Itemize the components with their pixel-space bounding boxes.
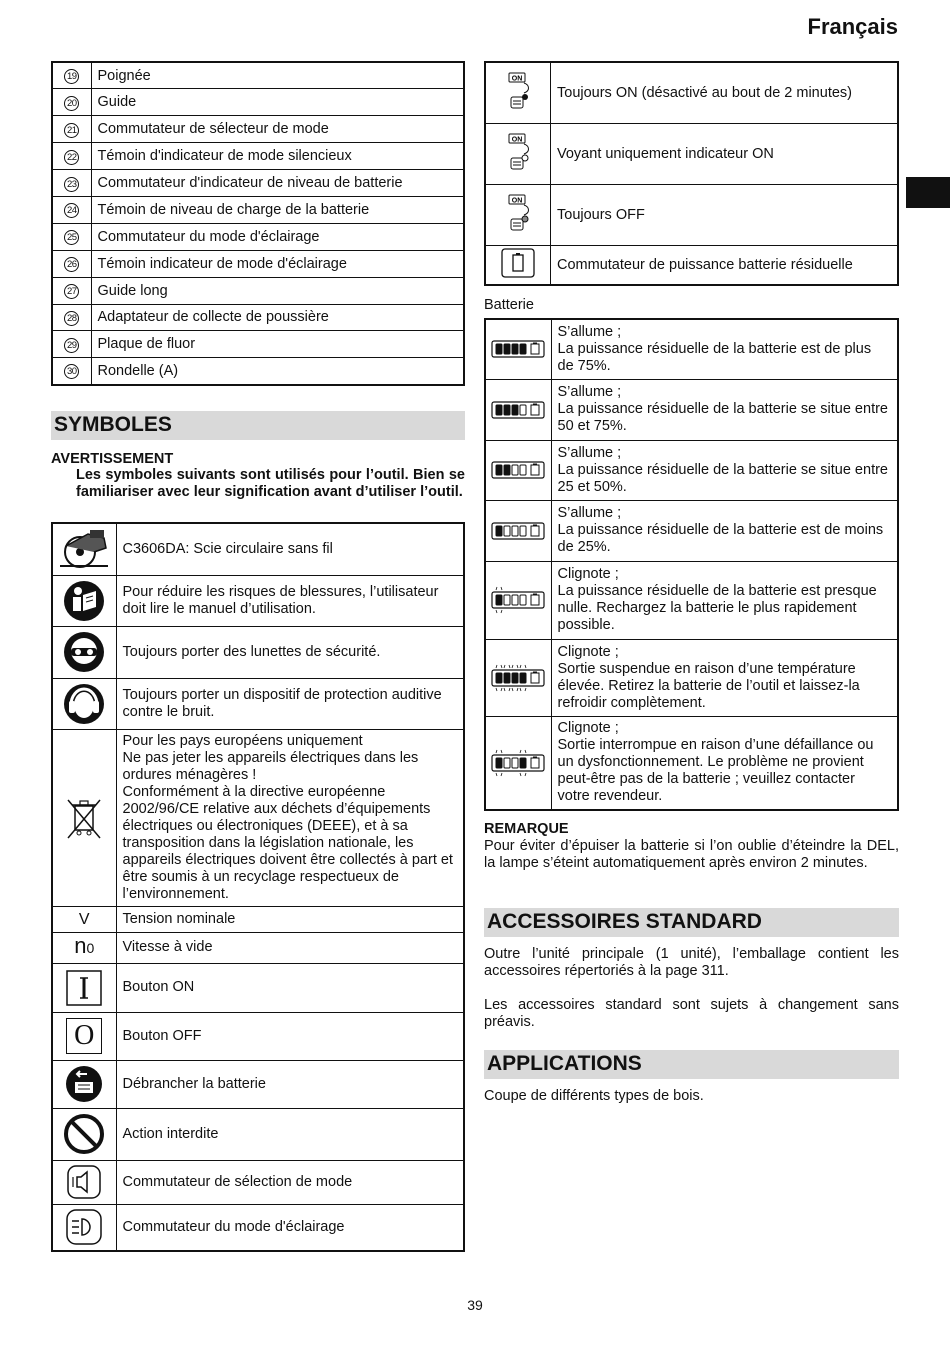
table-row	[52, 304, 464, 331]
battery-level-table	[484, 318, 899, 811]
battery-bar	[504, 526, 510, 536]
safety-glasses-icon	[52, 626, 116, 678]
symbol-description: Vitesse à vide	[116, 932, 464, 963]
battery-description: Clignote ; Sortie interrompue en raison d’une défaillance ou un dysfonctionnement. Le problème ne provient peut-être pas de la batterie ; veuillez contacter votre revendeur.	[551, 716, 898, 810]
table-row	[52, 963, 464, 1012]
battery-bar	[512, 405, 518, 415]
battery-bar	[504, 673, 510, 683]
table-row	[485, 124, 898, 185]
battery-bar	[512, 465, 518, 475]
part-label: Témoin de niveau de charge de la batterie	[91, 196, 464, 223]
voltage-icon: V	[52, 906, 116, 932]
battery-bar	[504, 595, 510, 605]
battery-bar	[496, 344, 502, 354]
part-label: Témoin indicateur de mode d'éclairage	[91, 250, 464, 277]
table-row	[52, 729, 464, 906]
battery-bar	[512, 595, 518, 605]
table-row	[52, 523, 464, 575]
part-label: Témoin d'indicateur de mode silencieux	[91, 143, 464, 170]
table-row	[52, 678, 464, 729]
light-always-off-icon	[485, 185, 551, 246]
battery-description: Clignote ; La puissance résiduelle de la batterie est presque nulle. Rechargez la batterie le plus rapidement possible.	[551, 561, 898, 639]
on-button-icon	[52, 963, 116, 1012]
part-number: 24	[64, 203, 79, 218]
circular-saw-icon	[52, 523, 116, 575]
battery-bar	[496, 465, 502, 475]
table-row	[52, 62, 464, 89]
battery-bar	[496, 673, 502, 683]
part-number: 30	[64, 364, 79, 379]
prohibited-icon	[52, 1108, 116, 1160]
part-number: 23	[64, 177, 79, 192]
section-title-applications: APPLICATIONS	[484, 1050, 899, 1079]
part-label: Guide long	[91, 277, 464, 304]
battery-switch-icon	[485, 246, 551, 285]
battery-1-bar-blink-icon	[485, 561, 551, 639]
table-row	[52, 1060, 464, 1108]
language-header: Français	[807, 14, 898, 39]
remark-body: Pour éviter d’épuiser la batterie si l’on oublie d’éteindre la DEL, la lampe s’éteint automatiquement après environ 2 minutes.	[484, 838, 899, 871]
part-label: Commutateur de sélecteur de mode	[91, 116, 464, 143]
table-row	[52, 223, 464, 250]
table-row	[485, 639, 898, 716]
table-row	[52, 170, 464, 197]
battery-bar	[496, 405, 502, 415]
battery-bar	[520, 673, 526, 683]
battery-description: S’allume ; La puissance résiduelle de la batterie est de plus de 75%.	[551, 319, 898, 379]
table-row	[52, 1108, 464, 1160]
table-row	[52, 906, 464, 932]
table-row	[52, 277, 464, 304]
warning-body: Les symboles suivants sont utilisés pour l’outil. Bien se familiariser avec leur signification avant d’utiliser l’outil.	[76, 467, 465, 500]
table-row	[52, 358, 464, 385]
ear-protection-icon	[52, 678, 116, 729]
part-label: Adaptateur de collecte de poussière	[91, 304, 464, 331]
battery-bar	[512, 344, 518, 354]
table-row	[52, 1160, 464, 1204]
battery-3-bars-icon	[485, 379, 551, 440]
crossed-bin-icon	[52, 729, 116, 906]
disconnect-battery-icon	[52, 1060, 116, 1108]
table-row	[52, 143, 464, 170]
part-label: Guide	[91, 89, 464, 116]
light-state-description: Toujours OFF	[551, 185, 899, 246]
battery-bar	[512, 758, 518, 768]
battery-label: Batterie	[484, 297, 534, 313]
symbol-description: Pour réduire les risques de blessures, l’utilisateur doit lire le manuel d’utilisation.	[116, 575, 464, 626]
symbol-description: Toujours porter un dispositif de protection auditive contre le bruit.	[116, 678, 464, 729]
battery-description: S’allume ; La puissance résiduelle de la batterie se situe entre 25 et 50%.	[551, 440, 898, 500]
part-number: 26	[64, 257, 79, 272]
read-manual-icon	[52, 575, 116, 626]
battery-bar	[496, 526, 502, 536]
mode-selector-icon	[52, 1160, 116, 1204]
table-row	[485, 500, 898, 561]
battery-description: S’allume ; La puissance résiduelle de la batterie est de moins de 25%.	[551, 500, 898, 561]
off-button-symbol: O	[66, 1018, 102, 1054]
table-row	[52, 575, 464, 626]
battery-bar	[520, 405, 526, 415]
table-row	[52, 196, 464, 223]
table-row	[52, 1204, 464, 1251]
table-row	[52, 250, 464, 277]
table-row	[485, 379, 898, 440]
battery-bar	[504, 465, 510, 475]
applications-body: Coupe de différents types de bois.	[484, 1088, 704, 1104]
battery-description: S’allume ; La puissance résiduelle de la batterie se situe entre 50 et 75%.	[551, 379, 898, 440]
battery-bar	[520, 344, 526, 354]
part-number: 28	[64, 311, 79, 326]
warning-title: AVERTISSEMENT	[51, 451, 174, 467]
part-number: 25	[64, 230, 79, 245]
battery-2-bars-icon	[485, 440, 551, 500]
symbol-description: C3606DA: Scie circulaire sans fil	[116, 523, 464, 575]
battery-bar	[496, 595, 502, 605]
parts-list-table	[51, 61, 465, 386]
part-number: 22	[64, 150, 79, 165]
symbol-description: Pour les pays européens uniquement Ne pas jeter les appareils électriques dans les ordures ménagères ! Conformément à la directive européenne 2002/96/CE relative aux déchets d’équipements électriques ou électroniques (DEEE), et à sa transposition dans la législation nationale, les appareils électriques doivent être collectés à part et être soumis à un recyclage respectueux de l’environnement.	[116, 729, 464, 906]
table-row	[485, 561, 898, 639]
symbol-description: Bouton ON	[116, 963, 464, 1012]
part-number: 20	[64, 96, 79, 111]
section-tab-marker	[906, 177, 950, 208]
table-row	[52, 331, 464, 358]
part-number: 27	[64, 284, 79, 299]
light-state-description: Toujours ON (désactivé au bout de 2 minutes)	[551, 62, 899, 124]
symbol-description: Débrancher la batterie	[116, 1060, 464, 1108]
part-label: Rondelle (A)	[91, 358, 464, 385]
on-label: ON	[511, 75, 523, 83]
battery-bar	[512, 673, 518, 683]
light-indicator-only-icon	[485, 124, 551, 185]
section-title-accessoires: ACCESSOIRES STANDARD	[484, 908, 899, 937]
table-row	[485, 246, 898, 285]
battery-bar	[520, 465, 526, 475]
light-state-description: Voyant uniquement indicateur ON	[551, 124, 899, 185]
battery-outer-bars-blink-icon	[485, 716, 551, 810]
symbol-description: Commutateur du mode d'éclairage	[116, 1204, 464, 1251]
symbol-description: Bouton OFF	[116, 1012, 464, 1060]
symbol-description: Commutateur de sélection de mode	[116, 1160, 464, 1204]
battery-bar	[504, 758, 510, 768]
table-row	[485, 185, 898, 246]
no-load-speed-icon	[52, 932, 116, 963]
remark-title: REMARQUE	[484, 821, 569, 837]
speed-symbol-subscript: 0	[86, 940, 95, 956]
table-row	[52, 89, 464, 116]
table-row	[52, 116, 464, 143]
battery-1-bar-icon	[485, 500, 551, 561]
table-row	[485, 440, 898, 500]
on-label: ON	[511, 197, 523, 205]
table-row	[485, 62, 898, 124]
battery-bar	[504, 344, 510, 354]
table-row	[52, 1012, 464, 1060]
table-row	[485, 716, 898, 810]
section-title-symboles: SYMBOLES	[51, 411, 465, 440]
speed-symbol: n	[74, 933, 87, 958]
accessories-paragraph-1: Outre l’unité principale (1 unité), l’emballage contient les accessoires répertoriés à la page 311.	[484, 946, 899, 979]
on-label: ON	[511, 136, 523, 144]
part-label: Plaque de fluor	[91, 331, 464, 358]
symbols-table	[51, 522, 465, 1252]
part-label: Commutateur du mode d'éclairage	[91, 223, 464, 250]
battery-bar	[512, 526, 518, 536]
table-row	[52, 626, 464, 678]
battery-bar	[520, 526, 526, 536]
light-states-table	[484, 61, 899, 286]
battery-bar	[520, 758, 526, 768]
battery-all-bars-blink-icon	[485, 639, 551, 716]
table-row	[52, 932, 464, 963]
part-number: 21	[64, 123, 79, 138]
part-label: Commutateur d'indicateur de niveau de batterie	[91, 170, 464, 197]
light-state-description: Commutateur de puissance batterie résiduelle	[551, 246, 899, 285]
symbol-description: Toujours porter des lunettes de sécurité.	[116, 626, 464, 678]
table-row	[485, 319, 898, 379]
battery-bar	[496, 758, 502, 768]
battery-description: Clignote ; Sortie suspendue en raison d’une température élevée. Retirez la batterie de l’outil et laissez-la refroidir complètement.	[551, 639, 898, 716]
part-number: 19	[64, 69, 79, 84]
battery-bar	[520, 595, 526, 605]
part-number: 29	[64, 338, 79, 353]
symbol-description: Action interdite	[116, 1108, 464, 1160]
battery-bar	[504, 405, 510, 415]
battery-4-bars-icon	[485, 319, 551, 379]
part-label: Poignée	[91, 62, 464, 89]
off-button-icon	[52, 1012, 116, 1060]
accessories-paragraph-2: Les accessoires standard sont sujets à changement sans préavis.	[484, 997, 899, 1030]
light-always-on-icon	[485, 62, 551, 124]
light-mode-icon	[52, 1204, 116, 1251]
page-number: 39	[467, 1297, 483, 1313]
symbol-description: Tension nominale	[116, 906, 464, 932]
